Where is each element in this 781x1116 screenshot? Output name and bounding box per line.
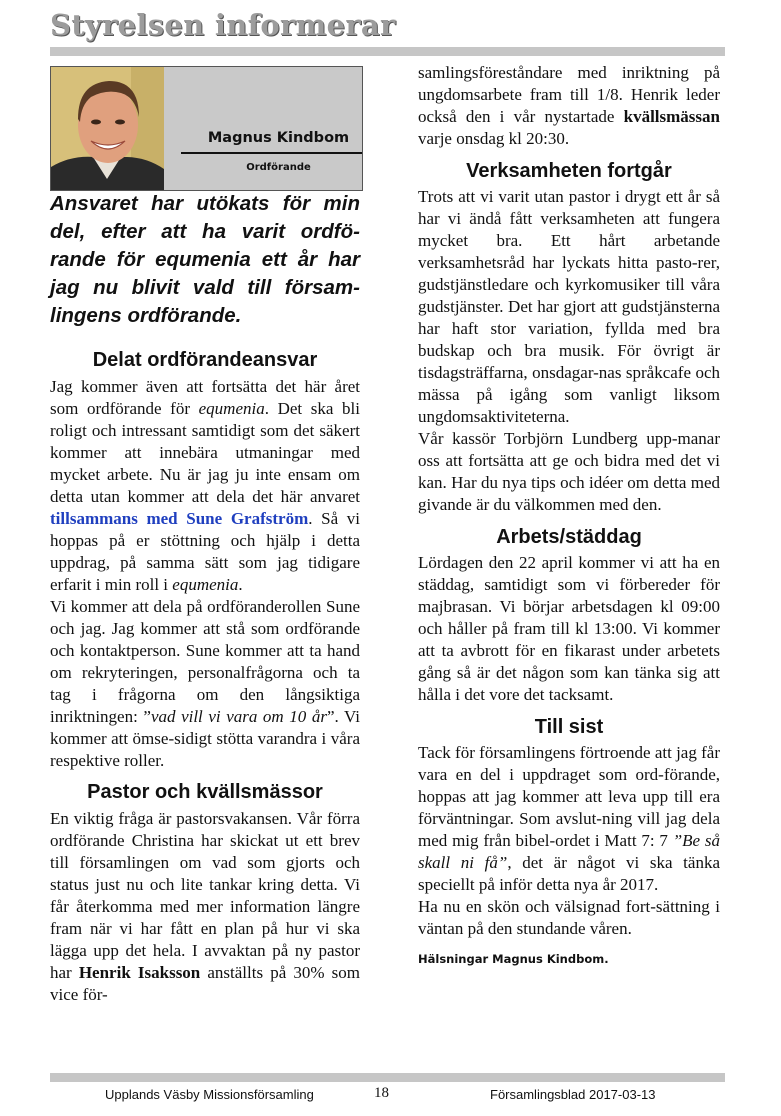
heading-pastor-och-kvallsmassor: Pastor och kvällsmässor: [87, 781, 323, 803]
text: Vi kommer att dela på ordföranderollen Sune och jag. Jag kommer att stå som ordförande och kontaktperson. Sune kommer att ta hand om rekryteringen, personalfrågorna och ta tag i frågorna om den långsiktiga inriktningen: ”: [50, 597, 360, 726]
portrait-divider: [181, 152, 362, 154]
equmenia-italic: equmenia: [172, 575, 239, 594]
paragraph-verksamheten: Trots att vi varit utan pastor i drygt ett år så har vi ändå fått verksamheten att fungera mycket bra. Ett hårt arbetande verksamhetsråd har lyckats hitta pasto-rer, gudstjänstledare och kyrkomusiker till våra gudstjänster. Det har gjort att gudstjänsterna har haft stor variation, fyllda med bra budskap och bra musik. För övrigt är tisdagsträffarna, onsdagar-nas språkcafe och mässa på igång som vanligt liksom ungdomsaktiviteterna.: [418, 187, 720, 426]
heading-arbets-staddag: Arbets/städdag: [496, 526, 642, 548]
text: . Så vi hoppas på er stöttning och hjälp i detta uppdrag, på samma sätt som jag tidigare erfarit i min roll i: [50, 509, 360, 594]
paragraph-staddag: Lördagen den 22 april kommer vi att ha en städdag, samtidigt som vi förbereder för majbrasan. Vi börjar arbetsdagen kl 09:00 och håller på fram till kl 13:00. Vi kommer att ta avbrott för en fikarast under arbetets gång så är det någon som kan tänka sig att hålla i det vore det tacksamt.: [418, 553, 720, 704]
text: , det är något vi ska tänka speciellt på inför detta nya år 2017.: [418, 853, 720, 894]
paragraph-tack: [418, 742, 720, 896]
highlight-sune-grafstrom: tillsammans med Sune Grafström: [50, 509, 309, 528]
text: anställts på 30% som vice för-: [50, 963, 360, 1004]
heading-delat-ordforandeansvar: Delat ordförandeansvar: [92, 349, 318, 371]
text: Tack för församlingens förtroende att jag får vara en del i uppdraget som ord-förande, hoppas att jag kommer att leva upp till era förväntningar. Som avslut-ning vill jag dela med mig från bibel-ordet i Matt 7: 7: [418, 743, 720, 850]
heading-verksamheten-fortgar: Verksamheten fortgår: [466, 160, 672, 182]
paragraph-roller: [50, 596, 360, 772]
equmenia-italic: equmenia: [198, 399, 265, 418]
portrait-photo: [51, 67, 164, 190]
name-henrik-isaksson: Henrik Isaksson: [78, 963, 201, 982]
kvallsmassan-bold: kvällsmässan: [623, 107, 720, 126]
paragraph-pastor: [50, 808, 360, 1006]
paragraph-ordforande: [50, 376, 360, 596]
portrait-box: [50, 66, 363, 191]
right-column: [418, 62, 720, 970]
paragraph-kvallsmassan: [418, 62, 720, 150]
text: . Det ska bli roligt och intressant samtidigt som det säkert kommer att innebära utmaningar med mycket arbete. Nu är jag ju inte ensam om detta utan kommer att dela det här anvaret: [50, 399, 360, 506]
paragraph-kassor: Vår kassör Torbjörn Lundberg upp-manar oss att fortsätta att ge och bidra med det vi kan. Har du nya tips och idéer om detta med givande är du välkommen med den.: [418, 429, 720, 514]
footer-congregation: Upplands Väsby Missionsförsamling: [105, 1087, 314, 1102]
text: .: [238, 575, 243, 594]
lead-paragraph: Ansvaret har utökats för min del, efter att ha varit ordfö-rande för equmenia ett år har jag nu blivit vald till försam-lingens ordförande.: [50, 192, 360, 327]
page-number: 18: [374, 1085, 389, 1101]
footer-issue: Församlingsblad 2017-03-13: [490, 1087, 656, 1102]
portrait-name: Magnus Kindbom: [207, 130, 350, 146]
left-column: [50, 190, 360, 1006]
heading-till-sist: Till sist: [534, 716, 604, 738]
bottom-rule: [50, 1073, 725, 1082]
text: ”. Vi kommer att ömse-sidigt stötta varandra i våra respektive roller.: [50, 707, 361, 770]
bible-quote-italic: ”Be så skall ni få”: [418, 831, 721, 872]
quote-italic: vad vill vi vara om 10 år: [150, 707, 327, 726]
portrait-role: Ordförande: [246, 162, 311, 173]
text: varje onsdag kl 20:30.: [418, 129, 570, 148]
top-rule: [50, 47, 725, 56]
text: samlingsföreståndare med inriktning på ungdomsarbete fram till 1/8. Henrik leder också den i vår nystartade: [418, 63, 720, 126]
paragraph-hälsning: Ha nu en skön och välsignad fort-sättning i väntan på den stundande våren.: [418, 897, 720, 938]
signature: Hälsningar Magnus Kindbom.: [418, 952, 609, 966]
page-title: Styrelsen informerar: [50, 8, 396, 42]
text: En viktig fråga är pastorsvakansen. Vår förra ordförande Christina har skickat ut ett brev till församlingen om vad som gjorts och status just nu och lite tankar kring detta. Vi får återkomma med mer information längre fram när vi har fått en plan på hur vi ska lägga upp det hela. I avvaktan på ny pastor har: [50, 809, 360, 982]
text: Jag kommer även att fortsätta det här året som ordförande för: [50, 377, 360, 418]
